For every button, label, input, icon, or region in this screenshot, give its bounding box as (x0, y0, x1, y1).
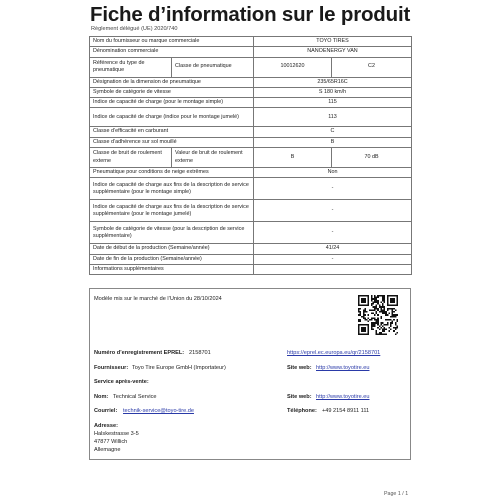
phone-label: Téléphone: (287, 408, 317, 414)
row-label: Valeur de bruit de roulement externe (172, 148, 254, 168)
email-link[interactable]: technik-service@toyo-tire.de (123, 408, 194, 414)
row-value: - (254, 222, 412, 244)
row-value: 115 (254, 98, 412, 108)
row-label: Nom du fournisseur ou marque commerciale (90, 37, 254, 47)
row-label: Désignation de la dimension de pneumatique (90, 77, 254, 87)
row-label: Indice de capacité de charge aux fins de la description de service supplémentaire (pour le montage simple) (90, 178, 254, 200)
row-label: Date de fin de la production (Semaine/année) (90, 254, 254, 264)
row-value: C2 (332, 57, 412, 77)
row-value: 113 (254, 108, 412, 127)
table-row (90, 264, 412, 274)
row-value: - (254, 200, 412, 222)
row-value: 10012620 (254, 57, 332, 77)
eprel-link[interactable]: https://eprel.ec.europa.eu/qr/2158701 (287, 350, 381, 356)
table-row (90, 77, 412, 87)
supplier-name: Toyo Tire Europe GmbH (Importateur) (132, 365, 226, 371)
table-row (90, 148, 412, 168)
row-value: TOYO TIRES (254, 37, 412, 47)
table-row (90, 137, 412, 147)
eprel-number: 2158701 (189, 350, 211, 356)
table-row (90, 57, 412, 77)
page-title: Fiche d’information sur le produit (90, 3, 411, 26)
market-note: Modèle mis sur le marché de l’Union du 28/10/2024 (94, 296, 222, 302)
row-label: Symbole de catégorie de vitesse (pour la description de service supplémentaire) (90, 222, 254, 244)
service-name-label: Nom: (94, 394, 109, 400)
row-value: Non (254, 168, 412, 178)
table-row (90, 127, 412, 137)
row-label: Symbole de catégorie de vitesse (90, 87, 254, 97)
row-label: Date de début de la production (Semaine/année) (90, 244, 254, 254)
row-label: Classe de pneumatique (172, 57, 254, 77)
row-label: Pneumatique pour conditions de neige extrêmes (90, 168, 254, 178)
email-label: Courriel: (94, 408, 118, 414)
phone-number: +49 2154 8911 111 (322, 408, 370, 414)
address-country: Allemagne (94, 447, 121, 453)
row-value: - (254, 178, 412, 200)
table-row (90, 98, 412, 108)
row-label: Indice de capacité de charge (pour le montage simple) (90, 98, 254, 108)
address-city: 47877 Willich (94, 439, 128, 445)
table-row (90, 244, 412, 254)
table-row (90, 200, 412, 222)
website-link[interactable]: http://www.toyotire.eu (316, 365, 370, 371)
row-label: Classe d’adhérence sur sol mouillé (90, 137, 254, 147)
row-label: Informations supplémentaires (90, 264, 254, 274)
row-value: C (254, 127, 412, 137)
product-info-table (89, 36, 412, 275)
page-number: Page 1 / 1 (384, 491, 409, 497)
row-label: Dénomination commerciale (90, 47, 254, 57)
service-name: Technical Service (113, 394, 157, 400)
row-value: NANOENERGY VAN (254, 47, 412, 57)
row-value: 235/65R16C (254, 77, 412, 87)
table-row (90, 222, 412, 244)
qr-code-icon[interactable] (358, 295, 398, 335)
regulation-subtitle: Règlement délégué (UE) 2020/740 (91, 26, 178, 32)
row-value: B (254, 137, 412, 147)
row-value: - (254, 254, 412, 264)
row-label: Indice de capacité de charge aux fins de la description de service supplémentaire (pour le montage jumelé) (90, 200, 254, 222)
table-row (90, 108, 412, 127)
row-label: Référence du type de pneumatique (90, 57, 172, 77)
table-row (90, 37, 412, 47)
row-label: Indice de capacité de charge (indice pour le montage jumelé) (90, 108, 254, 127)
eprel-label: Numéro d’enregistrement EPREL: (94, 350, 185, 356)
address-street: Halskestrasse 3-5 (94, 431, 139, 437)
row-value: S 180 km/h (254, 87, 412, 97)
table-row (90, 178, 412, 200)
table-row (90, 168, 412, 178)
table-row (90, 254, 412, 264)
after-sales-heading: Service après-vente: (94, 379, 149, 385)
table-row (90, 87, 412, 97)
supplier-label: Fournisseur: (94, 365, 129, 371)
eprel-registration-card (89, 288, 411, 460)
row-label: Classe d’efficacité en carburant (90, 127, 254, 137)
website-label: Site web: (287, 365, 312, 371)
row-value: B (254, 148, 332, 168)
row-value: 70 dB (332, 148, 412, 168)
row-label: Classe de bruit de roulement externe (90, 148, 172, 168)
row-value: 41/24 (254, 244, 412, 254)
service-website-label: Site web: (287, 394, 312, 400)
address-label: Adresse: (94, 423, 118, 429)
service-website-link[interactable]: http://www.toyotire.eu (316, 394, 370, 400)
row-value (254, 264, 412, 274)
table-row (90, 47, 412, 57)
